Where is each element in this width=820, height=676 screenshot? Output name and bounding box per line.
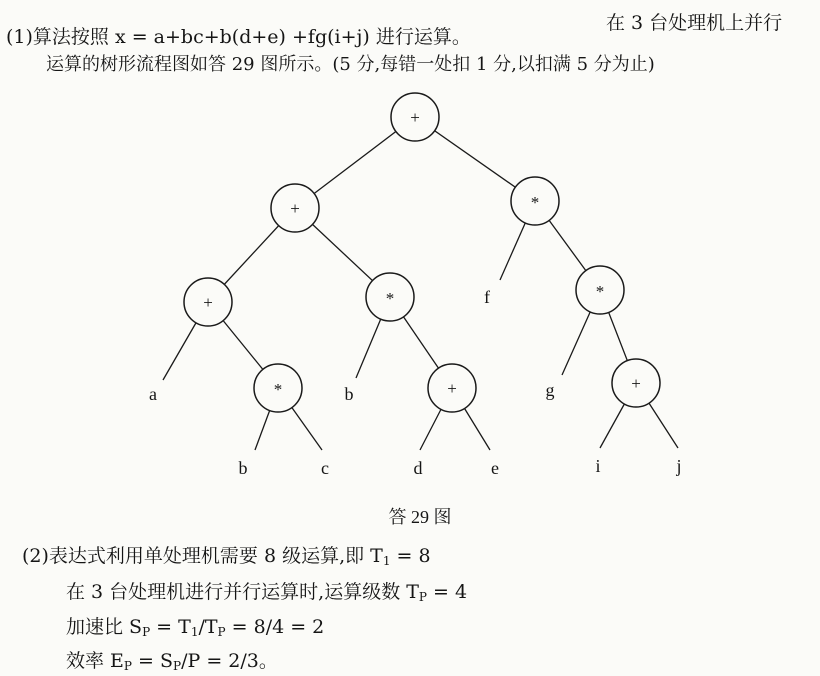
part2-line4 (66, 646, 278, 673)
node-left-right-label: * (385, 289, 395, 308)
node-right (511, 177, 559, 225)
part2-line1-text: (2)表达式利用单处理机需要 8 级运算,即 T (22, 545, 383, 567)
part2-line3-a: 加速比 S (66, 616, 143, 638)
part2-line1-suffix: = 8 (390, 545, 431, 567)
node-right-right-label: * (595, 282, 605, 301)
node-left-right (366, 273, 414, 321)
node-right-right-right (612, 359, 660, 407)
node-left-label: + (290, 199, 300, 218)
part1-line1: (1)算法按照 x = a+bc+b(d+e) +fg(i+j) 进行运算。 (6, 26, 471, 48)
node-left-left-right-label: * (273, 380, 283, 399)
node-left-left-label: + (203, 293, 213, 312)
part2-line3-c: /T (198, 616, 218, 638)
leaf-a: a (149, 384, 157, 404)
node-left-left (184, 278, 232, 326)
part2-line4-a: 效率 E (66, 650, 124, 672)
part2-line3-d: = 8/4 = 2 (225, 616, 325, 638)
part2-line4-b: = S (132, 650, 174, 672)
node-root (391, 93, 439, 141)
leaf-j: j (676, 456, 682, 476)
leaf-d: d (413, 458, 423, 478)
figure-caption: 答 29 图 (388, 507, 452, 527)
part2-line2-sub: P (418, 590, 427, 604)
node-left-right-right (428, 364, 476, 412)
node-right-right-right-label: + (631, 374, 641, 393)
part2-line2 (66, 577, 467, 604)
node-root-label: + (410, 108, 420, 127)
part2-line2-text: 在 3 台处理机进行并行运算时,运算级数 T (66, 581, 419, 603)
part2-line2-suffix: = 4 (427, 581, 468, 603)
node-left (271, 184, 319, 232)
part2-line4-sub2: P (173, 659, 182, 673)
leaf-e: e (491, 458, 499, 478)
part2-line4-sub1: P (123, 659, 132, 673)
node-left-left-right (254, 364, 302, 412)
leaf-b-2: b (344, 384, 354, 404)
node-right-right (576, 266, 624, 314)
part2-line3-sub2: 1 (190, 625, 199, 639)
part2-line1-sub: 1 (382, 554, 391, 568)
part2-line3 (66, 612, 324, 639)
node-right-label: * (530, 193, 540, 212)
leaf-b-1: b (238, 458, 248, 478)
part2-line3-b: = T (150, 616, 191, 638)
part2-line1 (22, 541, 431, 568)
leaf-f: f (484, 287, 490, 307)
part1-line2: 运算的树形流程图如答 29 图所示。(5 分,每错一处扣 1 分,以扣满 5 分为止) (46, 54, 655, 75)
part2-line3-sub3: P (217, 625, 226, 639)
part2-line3-sub1: P (142, 625, 151, 639)
part2-line4-c: /P = 2/3。 (181, 650, 278, 672)
leaf-g: g (545, 380, 555, 400)
node-left-right-right-label: + (447, 379, 457, 398)
leaf-c: c (321, 458, 329, 478)
part1-line1-right: 在 3 台处理机上并行 (606, 12, 783, 34)
leaf-i: i (595, 456, 601, 476)
